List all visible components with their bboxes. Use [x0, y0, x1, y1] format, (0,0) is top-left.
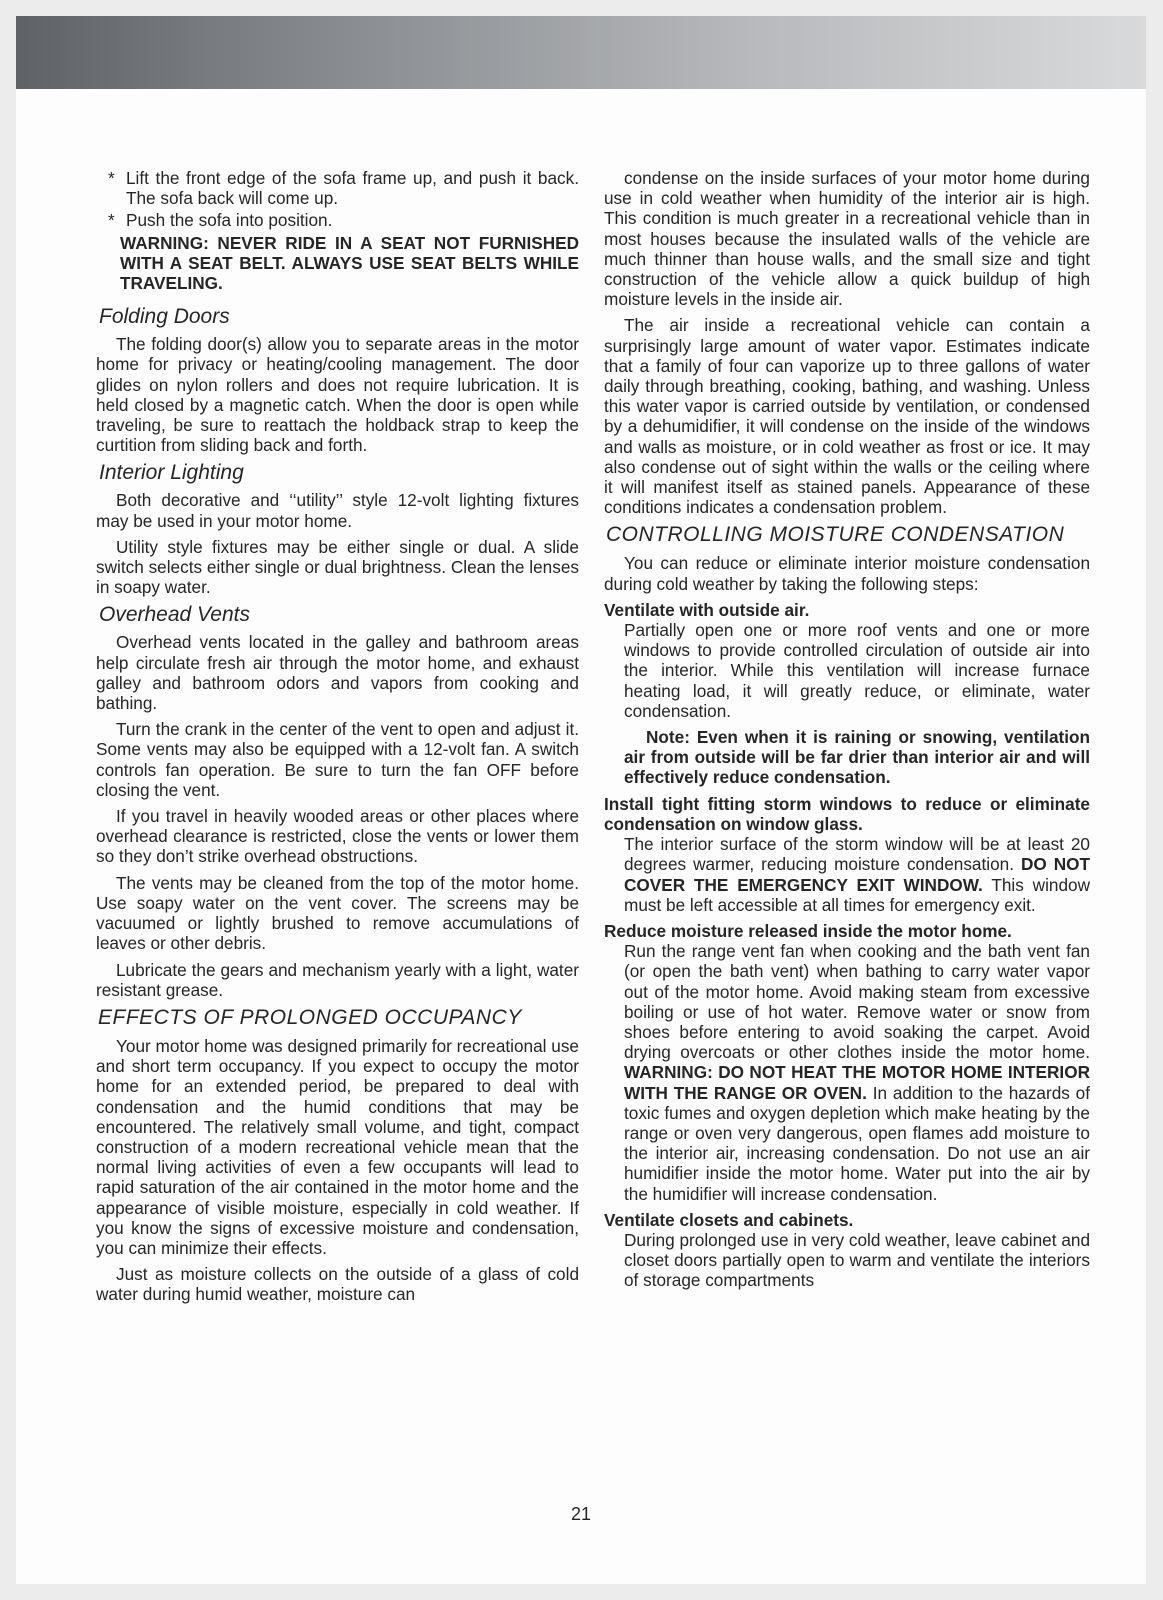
- overhead-vents-text-2: Turn the crank in the center of the vent to open and adjust it. Some vents may also be equipped with a 12-volt fan. A switch controls fan operation. Be sure to turn the fan OFF before closing the vent.: [96, 719, 579, 800]
- controlling-intro: You can reduce or eliminate interior moisture condensation during cold weather by taking the following steps:: [604, 553, 1090, 594]
- interior-lighting-text-1: Both decorative and ‘‘utility’’ style 12-volt lighting fixtures may be used in your motor home.: [96, 490, 579, 531]
- folding-doors-heading: Folding Doors: [99, 305, 230, 329]
- storm-windows-heading: Install tight fitting storm windows to reduce or eliminate condensation on window glass.: [604, 793, 1090, 834]
- prolonged-occupancy-text-1: Your motor home was designed primarily for recreational use and short term occupancy. If you expect to occupy the motor home for an extended period, be prepared to deal with condensation and the humid conditions that may be encountered. The relatively small volume, and tight, compact construction of a modern recreational vehicle mean that the normal living activities of even a few occupants will lead to rapid saturation of the air contained in the motor home and the appearance of visible moisture, especially in cold weather. If you know the signs of excessive moisture and condensation, you can minimize their effects.: [96, 1035, 579, 1258]
- list-item: [96, 210, 579, 230]
- right-column: [604, 168, 1090, 1297]
- interior-lighting-heading: Interior Lighting: [99, 461, 244, 485]
- list-item: [96, 168, 579, 208]
- bullet-marker: *: [108, 210, 115, 231]
- overhead-vents-text-4: The vents may be cleaned from the top of the motor home. Use soapy water on the vent cover. The screens may be vacuumed or lightly brushed to remove accumulations of leaves or other debris.: [96, 872, 579, 954]
- reduce-moisture-text-a: Run the range vent fan when cooking and the bath vent fan (or open the bath vent) when bathing to carry water vapor out of the motor home. Avoid making steam from excessive boiling or use of hot water. Remove water or snow from shoes before entering to avoid soaking the carpet. Avoid drying overcoats or other clothes inside the motor home.: [624, 941, 1090, 1063]
- reduce-moisture-text-b: In addition to the hazards of toxic fumes and oxygen depletion which make heating by the range or oven very dangerous, open flames add moisture to the interior air, increasing condensation. Do not use an air humidifier inside the motor home. Water put into the air by the humidifier will increase condensation.: [624, 1082, 1090, 1204]
- bullet-text: Push the sofa into position.: [126, 210, 333, 231]
- condensation-continued-text: condense on the inside surfaces of your motor home during use in cold weather when humidity of the interior air is high. This condition is much greater in a recreational vehicle than in most houses because the insulated walls of the vehicle are much thinner than house walls, and the small size and tight construction of the vehicle allow a quick buildup of high moisture levels in the inside air.: [604, 168, 1090, 310]
- storm-windows-text-b: This window must be left accessible at all times for emergency exit.: [624, 874, 1090, 915]
- water-vapor-text: The air inside a recreational vehicle can contain a surprisingly large amount of water vapor. Estimates indicate that a family of four can vaporize up to three gallons of water daily through breathing, cooking, bathing, and washing. Unless this water vapor is carried outside by ventilation, or condensed by a dehumidifier, it will condense on the inside of the windows and walls as moisture, or in cold weather as frost or ice. It may also condense out of sight within the walls or the ceiling where it will manifest itself as stained panels. Appearance of these conditions indicates a condensation problem.: [604, 315, 1090, 518]
- ventilation-note: Note: Even when it is raining or snowing, ventilation air from outside will be far drier than interior air and will effectively reduce condensation.: [624, 727, 1090, 788]
- interior-lighting-text-2: Utility style fixtures may be either single or dual. A slide switch selects either single or dual brightness. Clean the lenses in soapy water.: [96, 536, 579, 598]
- prolonged-occupancy-heading: EFFECTS OF PROLONGED OCCUPANCY: [98, 1005, 522, 1029]
- range-oven-warning: WARNING: DO NOT HEAT THE MOTOR HOME INTERIOR WITH THE RANGE OR OVEN.: [624, 1062, 1090, 1103]
- prolonged-occupancy-text-2: Just as moisture collects on the outside of a glass of cold water during humid weather, moisture can: [96, 1264, 579, 1305]
- folding-doors-text: The folding door(s) allow you to separate areas in the motor home for privacy or heating/cooling management. The door glides on nylon rollers and does not require lubrication. It is held closed by a magnetic catch. When the door is open while traveling, be sure to reattach the holdback strap to keep the curtition from sliding back and forth.: [96, 334, 579, 456]
- controlling-condensation-heading: CONTROLLING MOISTURE CONDENSATION: [606, 523, 1065, 547]
- overhead-vents-text-3: If you travel in heavily wooded areas or other places where overhead clearance is restricted, close the vents or lower them so they don’t strike overhead obstructions.: [96, 806, 579, 867]
- overhead-vents-heading: Overhead Vents: [99, 603, 250, 627]
- ventilate-closets-heading: Ventilate closets and cabinets.: [604, 1209, 854, 1230]
- reduce-moisture-text: [604, 941, 1090, 1204]
- header-band: [16, 16, 1146, 89]
- overhead-vents-text-5: Lubricate the gears and mechanism yearly with a light, water resistant grease.: [96, 959, 579, 1000]
- left-column: [96, 168, 579, 1311]
- bullet-marker: *: [108, 168, 115, 188]
- ventilate-outside-air-heading: Ventilate with outside air.: [604, 599, 810, 620]
- ventilate-closets-text: During prolonged use in very cold weather, leave cabinet and closet doors partially open to warm and ventilate the interiors of storage compartments: [624, 1229, 1090, 1291]
- storm-windows-text: [604, 834, 1090, 915]
- overhead-vents-text-1: Overhead vents located in the galley and bathroom areas help circulate fresh air through the motor home, and exhaust galley and bathroom odors and vapors from cooking and bathing.: [96, 632, 579, 714]
- seat-belt-warning: WARNING: NEVER RIDE IN A SEAT NOT FURNISHED WITH A SEAT BELT. ALWAYS USE SEAT BELTS WHILE TRAVELING.: [120, 232, 579, 294]
- reduce-moisture-heading: Reduce moisture released inside the motor home.: [604, 920, 1012, 941]
- storm-windows-text-a: The interior surface of the storm window will be at least 20 degrees warmer, reducing moisture condensation.: [624, 834, 1090, 875]
- ventilate-outside-air-text: Partially open one or more roof vents and one or more windows to provide controlled circulation of outside air into the interior. While this ventilation will increase furnace heating load, it will greatly reduce, or eliminate, water condensation.: [624, 620, 1090, 721]
- emergency-exit-warning: DO NOT COVER THE EMERGENCY EXIT WINDOW.: [624, 854, 1091, 895]
- bullet-text: Lift the front edge of the sofa frame up, and push it back. The sofa back will come up.: [126, 168, 579, 209]
- manual-page: [16, 16, 1146, 1584]
- page-number: 21: [570, 1504, 592, 1524]
